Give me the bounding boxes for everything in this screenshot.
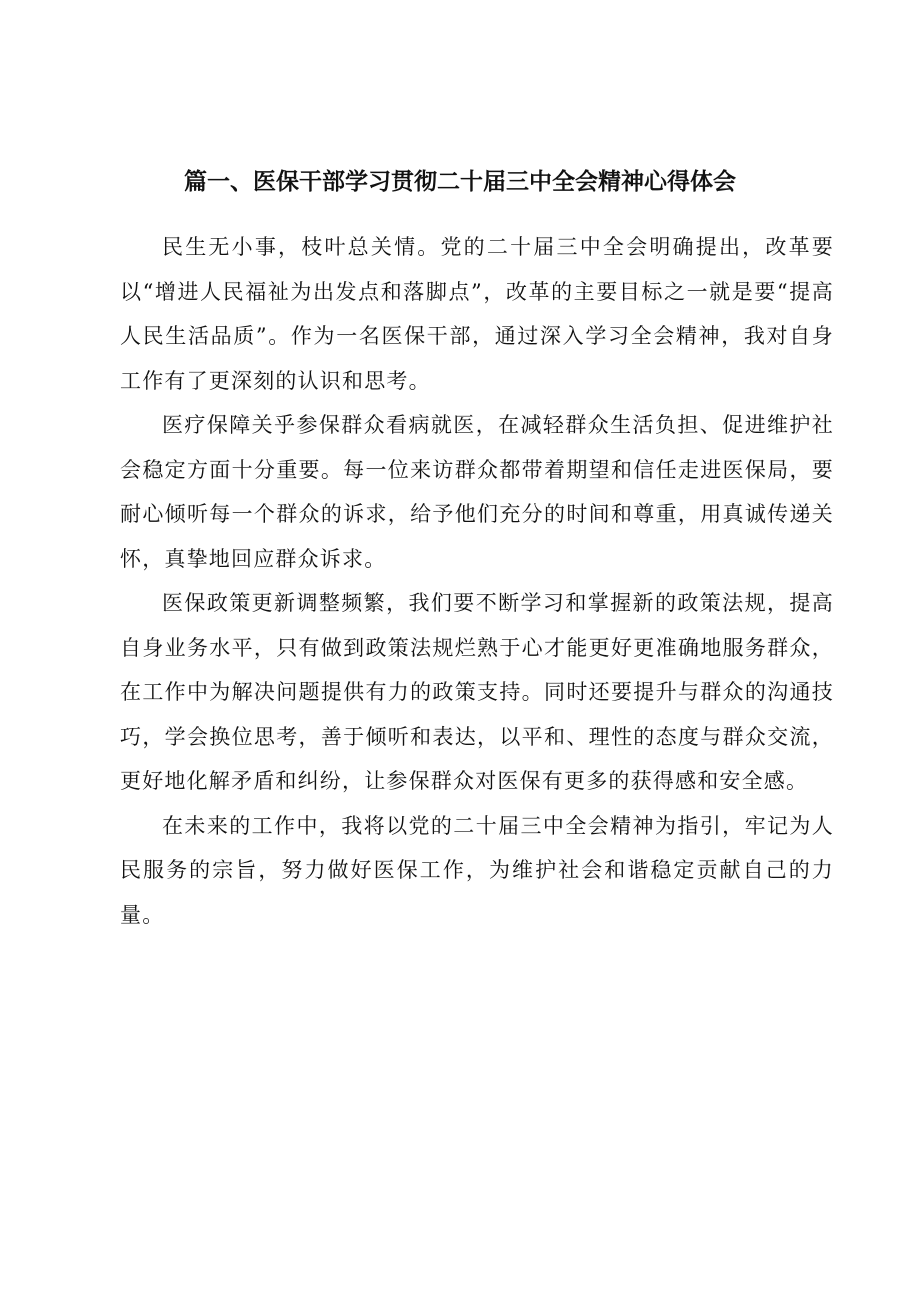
document-body	[120, 225, 834, 937]
paragraph-4: 在未来的工作中，我将以党的二十届三中全会精神为指引，牢记为人民服务的宗旨，努力做好医保工作，为维护社会和谐稳定贡献自己的力量。	[120, 813, 834, 927]
paragraph-2: 医疗保障关乎参保群众看病就医，在减轻群众生活负担、促进维护社会稳定方面十分重要。每一位来访群众都带着期望和信任走进医保局，要耐心倾听每一个群众的诉求，给予他们充分的时间和尊重，用真诚传递关怀，真挚地回应群众诉求。	[120, 413, 834, 571]
document-title: 篇一、医保干部学习贯彻二十届三中全会精神心得体会	[184, 169, 736, 195]
paragraph-1: 民生无小事，枝叶总关情。党的二十届三中全会明确提出，改革要以“增进人民福祉为出发点和落脚点”，改革的主要目标之一就是要“提高人民生活品质”。作为一名医保干部，通过深入学习全会精神，我对自身工作有了更深刻的认识和思考。	[120, 235, 834, 393]
paragraph-3: 医保政策更新调整频繁，我们要不断学习和掌握新的政策法规，提高自身业务水平，只有做到政策法规烂熟于心才能更好更准确地服务群众，在工作中为解决问题提供有力的政策支持。同时还要提升与群众的沟通技巧，学会换位思考，善于倾听和表达，以平和、理性的态度与群众交流，更好地化解矛盾和纠纷，让参保群众对医保有更多的获得感和安全感。	[120, 591, 834, 793]
